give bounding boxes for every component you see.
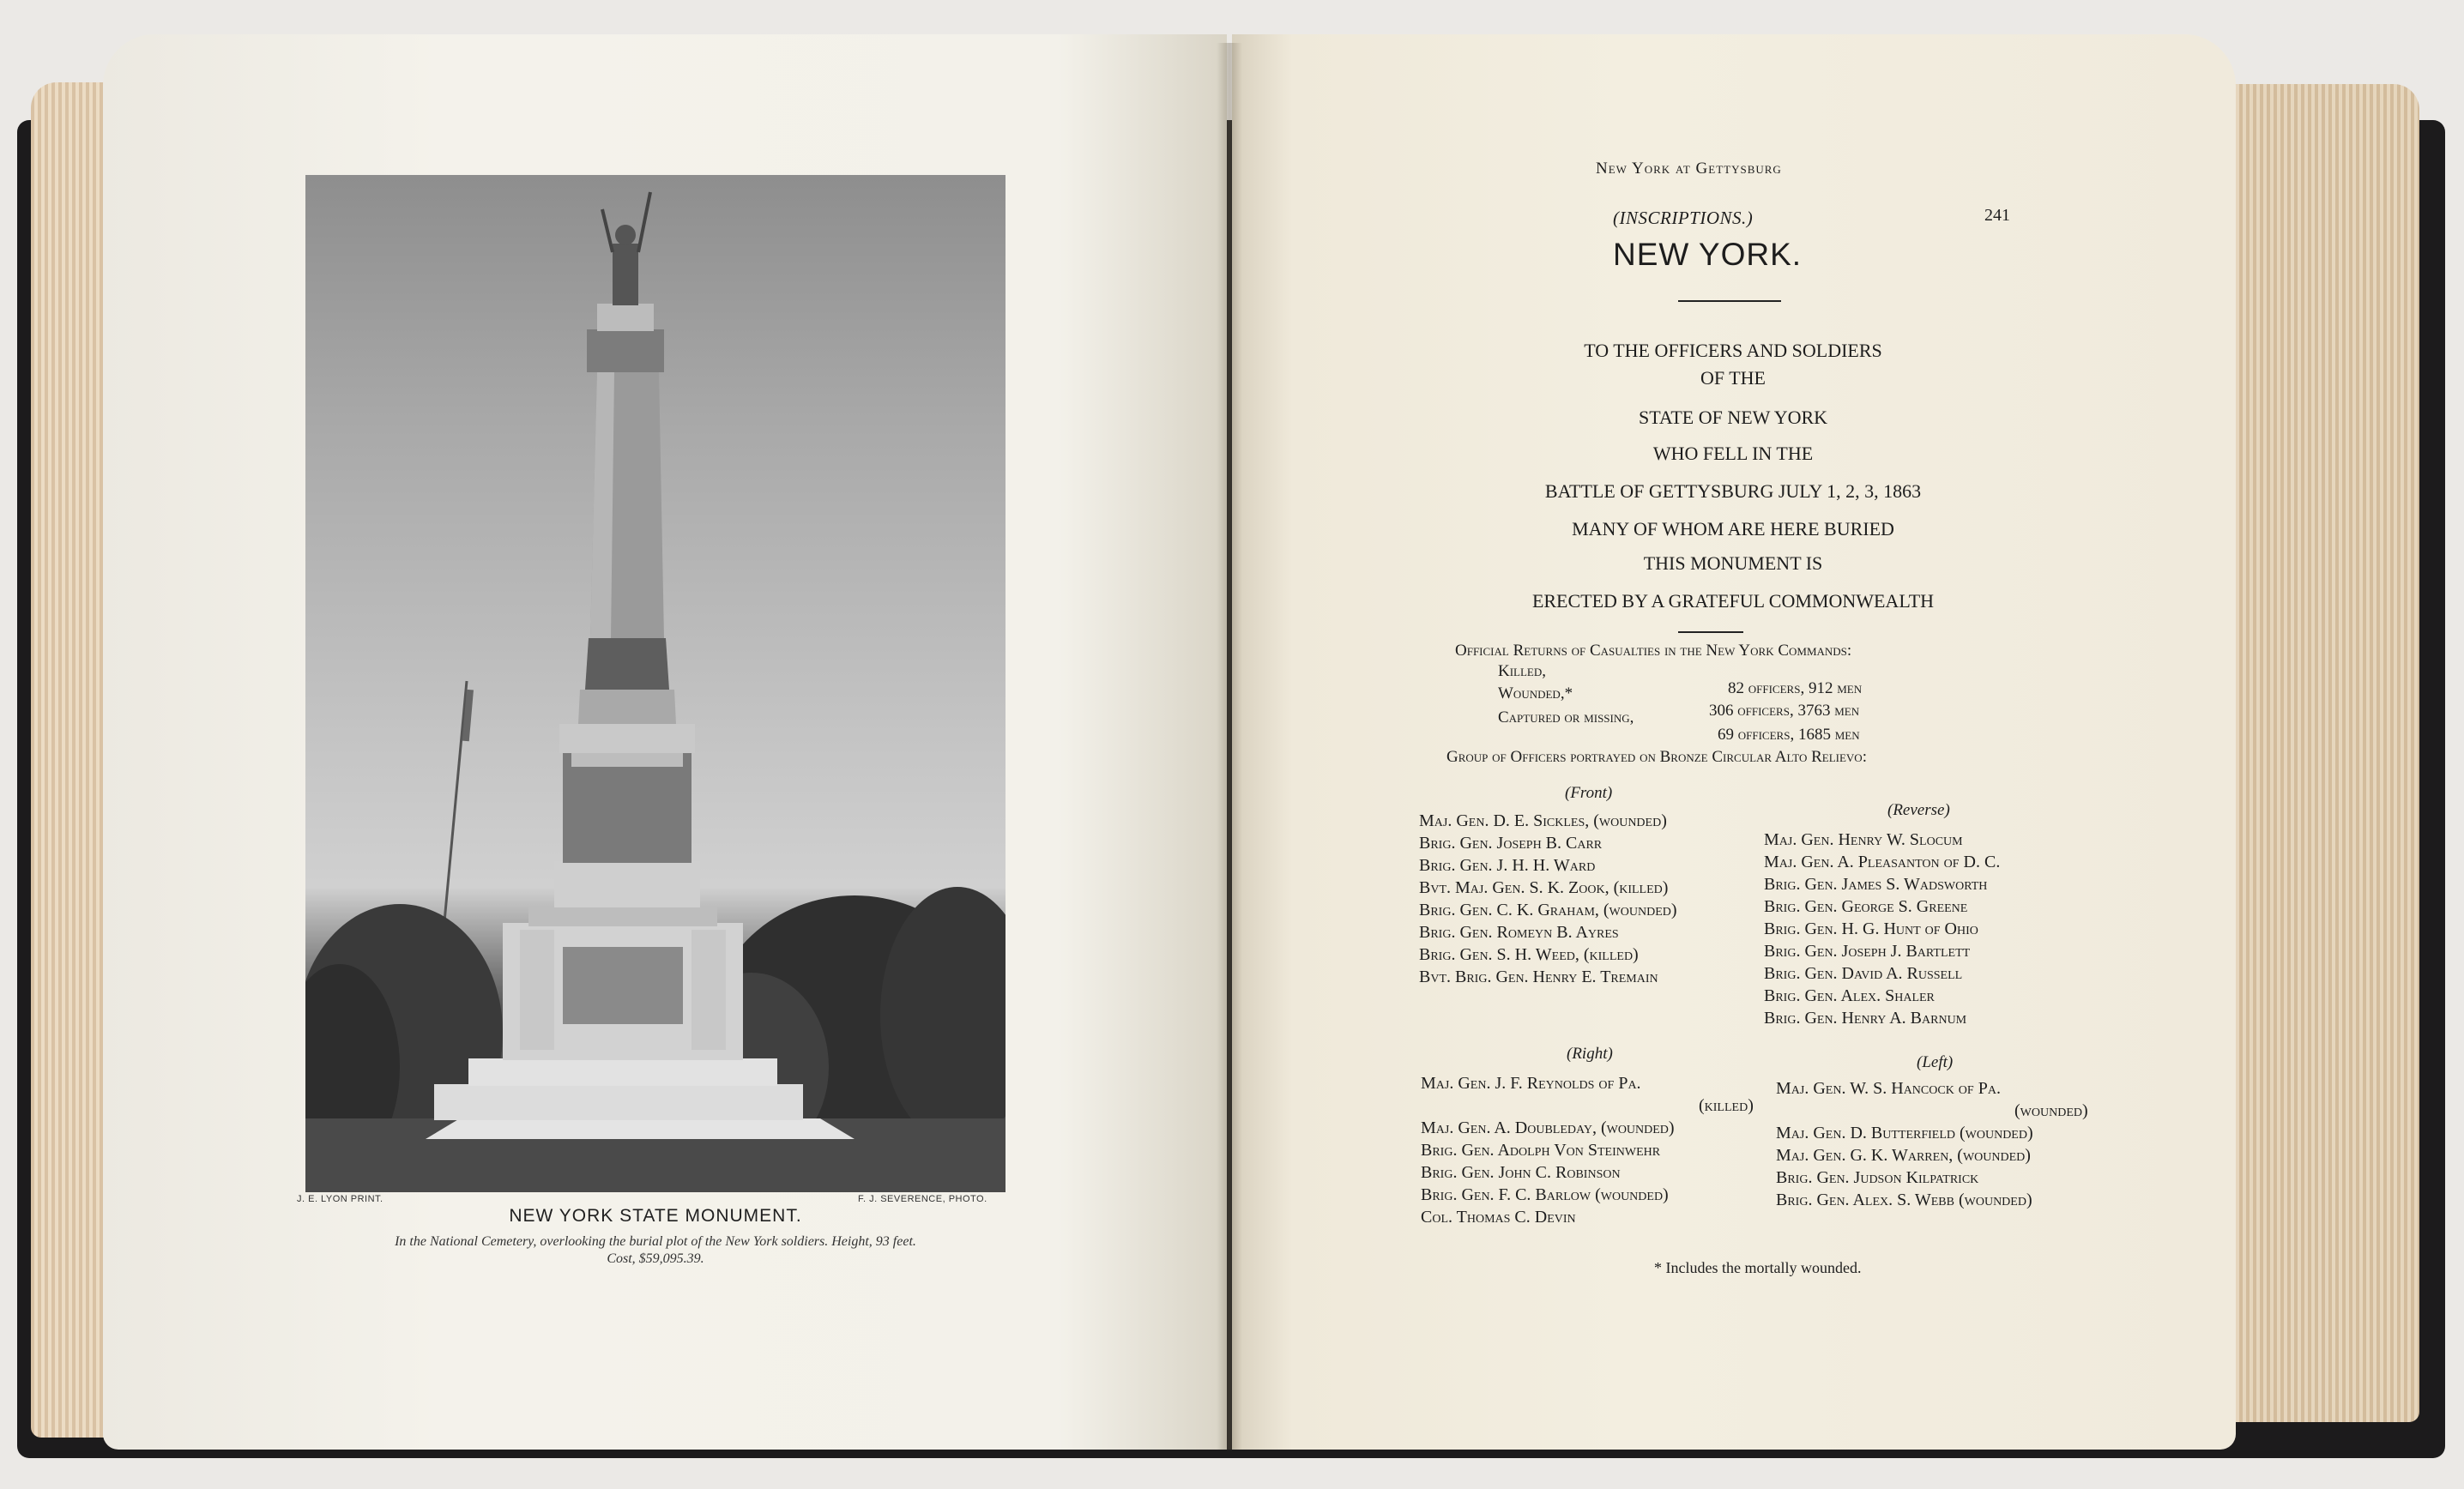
casualty-value: 82 officers, 912 men bbox=[1728, 679, 1863, 697]
officer-name: Brig. Gen. Adolph Von Steinwehr bbox=[1421, 1141, 1661, 1160]
officer-name: Maj. Gen. J. F. Reynolds of Pa. bbox=[1421, 1074, 1641, 1093]
right-officers-list bbox=[1421, 1072, 1754, 1228]
group-heading: Group of Officers portrayed on Bronze Circular Alto Relievo: bbox=[1446, 748, 1867, 766]
casualty-label: Wounded,* bbox=[1498, 684, 1573, 702]
caption-line-1: In the National Cemetery, overlooking the burial plot of the New York soldiers. Height, 93 feet. bbox=[395, 1234, 916, 1249]
casualties-heading: Official Returns of Casualties in the New York Commands: bbox=[1455, 642, 1852, 660]
right-label: (Right) bbox=[1567, 1045, 1613, 1063]
officer-name: Bvt. Brig. Gen. Henry E. Tremain bbox=[1419, 968, 1658, 986]
reverse-officers-list bbox=[1764, 829, 2000, 1029]
casualty-value: 306 officers, 3763 men bbox=[1709, 702, 1860, 720]
casualty-label: Captured or missing, bbox=[1498, 708, 1634, 726]
monument-photograph bbox=[305, 175, 1006, 1192]
title-rule bbox=[1678, 300, 1781, 302]
left-label: (Left) bbox=[1917, 1053, 1954, 1071]
officer-name: Col. Thomas C. Devin bbox=[1421, 1208, 1576, 1227]
officer-name: Brig. Gen. H. G. Hunt of Ohio bbox=[1764, 919, 1978, 938]
running-head: New York at Gettysburg bbox=[1596, 160, 1782, 178]
officer-note: (killed) bbox=[1699, 1096, 1754, 1115]
officer-name: Brig. Gen. Alex. S. Webb (wounded) bbox=[1776, 1191, 2032, 1209]
inscription-line: STATE OF NEW YORK bbox=[1638, 407, 1828, 428]
inscription-line: WHO FELL IN THE bbox=[1652, 443, 1814, 464]
officer-name: Brig. Gen. Joseph J. Bartlett bbox=[1764, 942, 1971, 961]
photo-credit-printer: J. E. LYON PRINT. bbox=[297, 1194, 383, 1204]
photo-caption-title: NEW YORK STATE MONUMENT. bbox=[509, 1206, 802, 1226]
footnote: * Includes the mortally wounded. bbox=[1654, 1259, 1862, 1276]
officer-name: Brig. Gen. David A. Russell bbox=[1764, 964, 1963, 983]
casualty-value: 69 officers, 1685 men bbox=[1718, 726, 1860, 744]
officer-name: Brig. Gen. J. H. H. Ward bbox=[1419, 856, 1596, 875]
left-officers-list bbox=[1776, 1077, 2088, 1211]
monument-illustration bbox=[305, 175, 1006, 1192]
officer-name: Brig. Gen. Henry A. Barnum bbox=[1764, 1009, 1967, 1028]
officer-name: Brig. Gen. F. C. Barlow (wounded) bbox=[1421, 1185, 1669, 1204]
officer-name: Maj. Gen. G. K. Warren, (wounded) bbox=[1776, 1146, 2031, 1165]
inscription-line: BATTLE OF GETTYSBURG JULY 1, 2, 3, 1863 bbox=[1544, 480, 1922, 502]
page-title: NEW YORK. bbox=[1613, 237, 1803, 272]
reverse-label: (Reverse) bbox=[1887, 801, 1950, 819]
officer-name: Bvt. Maj. Gen. S. K. Zook, (killed) bbox=[1419, 878, 1669, 897]
inscription-line: TO THE OFFICERS AND SOLDIERS bbox=[1584, 340, 1882, 361]
page-number: 241 bbox=[1984, 206, 2010, 225]
casualty-label: Killed, bbox=[1498, 662, 1547, 680]
officer-name: Maj. Gen. Henry W. Slocum bbox=[1764, 830, 1963, 849]
officer-name: Brig. Gen. Romeyn B. Ayres bbox=[1419, 923, 1619, 942]
caption-line-2: Cost, $59,095.39. bbox=[607, 1251, 704, 1266]
book-gutter bbox=[1217, 43, 1242, 1450]
officer-name: Brig. Gen. Alex. Shaler bbox=[1764, 986, 1935, 1005]
inscription-line: MANY OF WHOM ARE HERE BURIED bbox=[1572, 518, 1894, 540]
photo-credit-photographer: F. J. SEVERENCE, PHOTO. bbox=[858, 1194, 987, 1204]
officer-name: Maj. Gen. D. Butterfield (wounded) bbox=[1776, 1124, 2033, 1142]
front-label: (Front) bbox=[1565, 784, 1613, 802]
officer-name: Brig. Gen. John C. Robinson bbox=[1421, 1163, 1621, 1182]
inscription-line: THIS MONUMENT IS bbox=[1643, 552, 1823, 574]
officer-name: Brig. Gen. S. H. Weed, (killed) bbox=[1419, 945, 1639, 964]
officer-name: Brig. Gen. C. K. Graham, (wounded) bbox=[1419, 901, 1677, 919]
officer-name: Maj. Gen. A. Pleasanton of D. C. bbox=[1764, 853, 2001, 871]
officer-name: Maj. Gen. W. S. Hancock of Pa. bbox=[1776, 1079, 2001, 1098]
officer-name: Maj. Gen. A. Doubleday, (wounded) bbox=[1421, 1118, 1675, 1137]
inscriptions-label: (INSCRIPTIONS.) bbox=[1613, 208, 1754, 228]
inscription-line: ERECTED BY A GRATEFUL COMMONWEALTH bbox=[1531, 590, 1935, 612]
photo-caption-description bbox=[305, 1233, 1006, 1268]
inscription-rule bbox=[1678, 631, 1743, 633]
officer-name: Brig. Gen. James S. Wadsworth bbox=[1764, 875, 1988, 894]
front-officers-list bbox=[1419, 810, 1677, 988]
officer-name: Maj. Gen. D. E. Sickles, (wounded) bbox=[1419, 811, 1667, 830]
officer-name: Brig. Gen. Joseph B. Carr bbox=[1419, 834, 1603, 853]
officer-name: Brig. Gen. George S. Greene bbox=[1764, 897, 1968, 916]
officer-note: (wounded) bbox=[2014, 1101, 2088, 1120]
officer-name: Brig. Gen. Judson Kilpatrick bbox=[1776, 1168, 1979, 1187]
inscription-line: OF THE bbox=[1700, 367, 1766, 389]
